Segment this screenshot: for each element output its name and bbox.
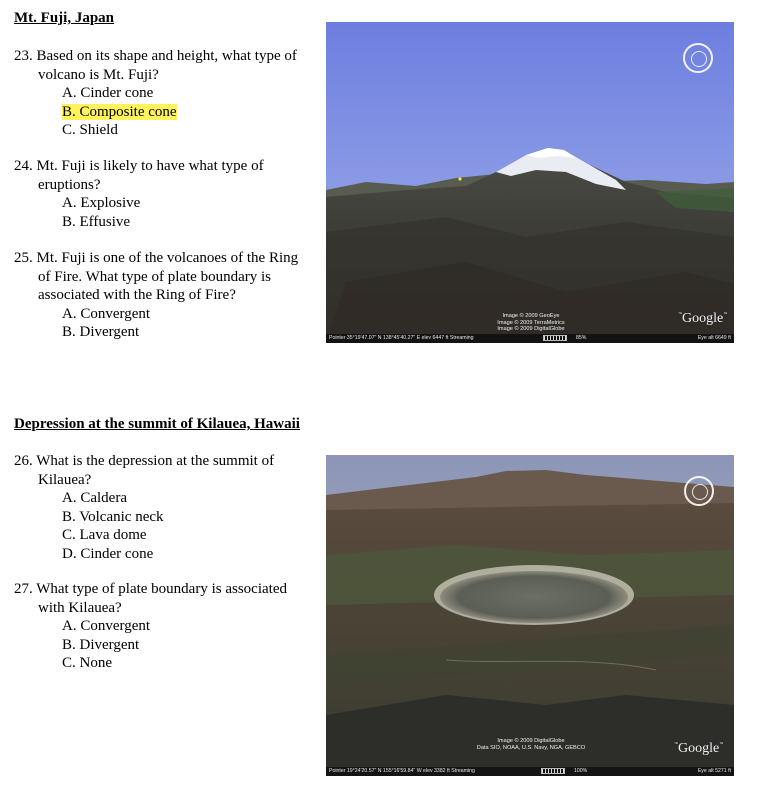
option-a: A. Caldera <box>62 490 127 506</box>
section-title-kilauea: Depression at the summit of Kilauea, Hawaii <box>14 416 300 432</box>
attribution-line: Image © 2009 GeoEye <box>502 313 560 319</box>
highlighted-answer: B. Composite cone <box>62 103 177 120</box>
fuji-scene <box>326 22 734 343</box>
google-logo: ™Google™ <box>678 311 728 326</box>
attribution-line: Image © 2009 TerraMetrics <box>497 319 565 326</box>
image-attribution <box>476 313 586 333</box>
option-b: B. Divergent <box>62 324 140 340</box>
google-logo: ™Google™ <box>674 741 724 756</box>
option-a: A. Explosive <box>62 195 141 211</box>
streaming-bar <box>541 768 565 774</box>
option-b <box>14 103 314 122</box>
eye-altitude: Eye alt 5271 ft <box>697 768 731 774</box>
question-stem: 25. Mt. Fuji is one of the volcanoes of the Ring of Fire. What type of plate boundary is associated with the Ring of Fire? <box>14 250 299 303</box>
fuji-satellite-image <box>326 22 734 343</box>
pointer-coordinates: Pointer 19°24'20.57" N 155°16'59.84" W elev 3382 ft Streaming <box>329 768 475 774</box>
option-c: C. None <box>62 655 112 671</box>
question-stem: 23. Based on its shape and height, what type of volcano is Mt. Fuji? <box>14 48 297 83</box>
eye-altitude: Eye alt 6649 ft <box>697 335 731 341</box>
question-stem: 24. Mt. Fuji is likely to have what type of eruptions? <box>14 158 264 193</box>
question-24 <box>14 157 314 231</box>
status-bar <box>326 334 734 343</box>
image-attribution <box>456 738 606 751</box>
option-b: B. Divergent <box>62 636 140 653</box>
option-a: A. Cinder cone <box>62 85 154 101</box>
question-25 <box>14 249 314 342</box>
kilauea-satellite-image <box>326 455 734 776</box>
streaming-bar <box>543 335 567 341</box>
streaming-percent: 85% <box>576 335 587 341</box>
question-23 <box>14 47 314 140</box>
status-bar <box>326 767 734 776</box>
navigation-ring-icon[interactable] <box>683 43 713 73</box>
section-title-fuji: Mt. Fuji, Japan <box>14 10 115 26</box>
option-c: C. Lava dome <box>62 527 147 543</box>
question-stem: 26. What is the depression at the summit of Kilauea? <box>14 453 275 488</box>
pointer-coordinates: Pointer 35°19'47.07" N 138°45'40.27" E elev 6447 ft Streaming <box>329 335 474 341</box>
streaming-percent: 100% <box>574 768 588 774</box>
kilauea-scene <box>326 455 734 776</box>
logo-text: Google <box>678 741 720 756</box>
attribution-line: Image © 2009 DigitalGlobe <box>497 738 565 744</box>
question-26 <box>14 452 314 563</box>
option-d: D. Cinder cone <box>62 545 154 562</box>
option-b: B. Effusive <box>62 213 131 230</box>
option-c: C. Shield <box>62 122 118 138</box>
option-a: A. Convergent <box>62 618 151 634</box>
attribution-line: Image © 2009 DigitalGlobe <box>497 326 565 333</box>
navigation-ring-icon[interactable] <box>684 476 714 506</box>
question-stem: 27. What type of plate boundary is associated with Kilauea? <box>14 581 287 616</box>
logo-text: Google <box>682 311 724 326</box>
attribution-line: Data SIO, NOAA, U.S. Navy, NGA, GEBCO <box>476 744 586 751</box>
option-b: B. Volcanic neck <box>62 508 164 525</box>
question-27 <box>14 580 314 673</box>
option-a: A. Convergent <box>62 305 151 322</box>
